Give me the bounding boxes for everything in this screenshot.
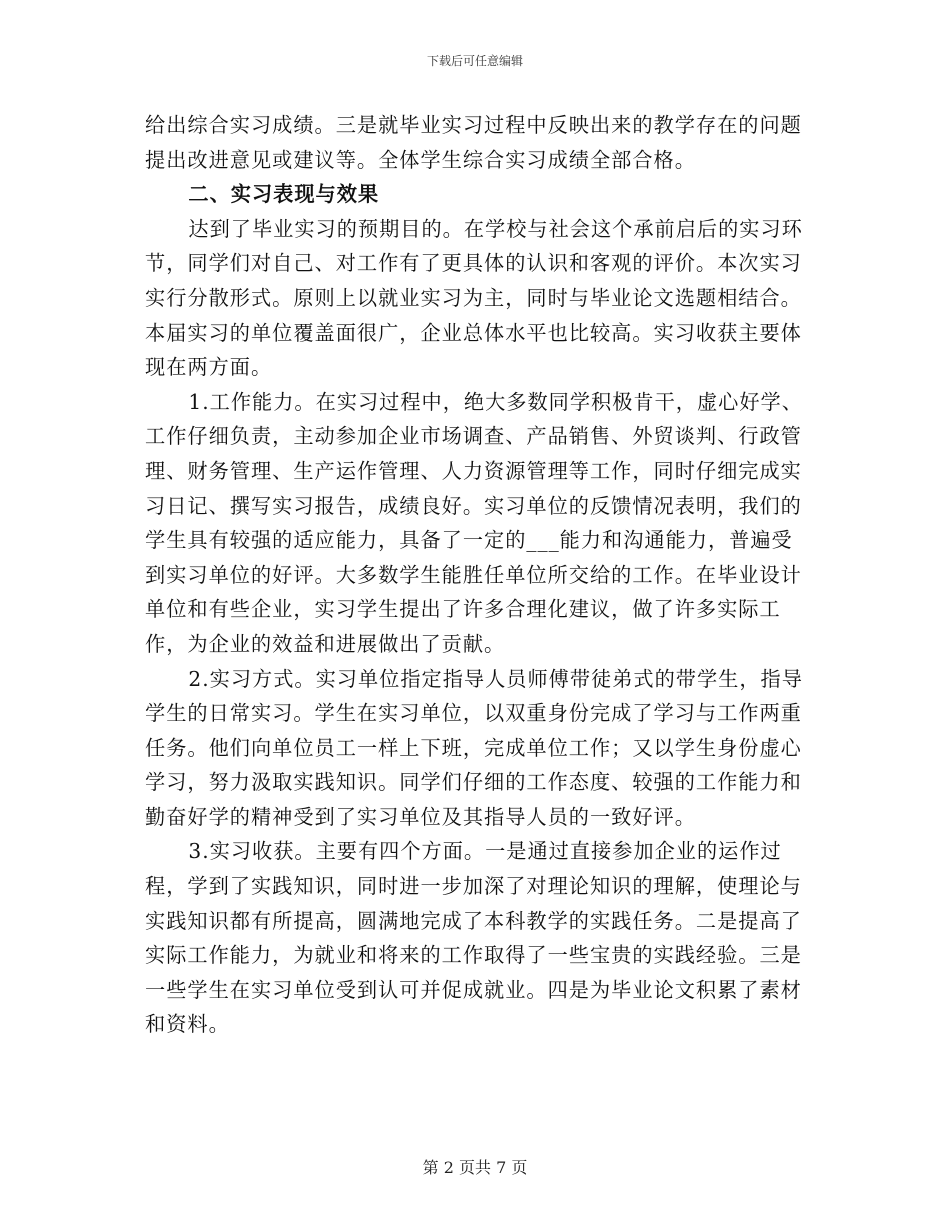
section-heading: 二、实习表现与效果 bbox=[188, 182, 380, 207]
document-body bbox=[145, 108, 810, 1042]
paragraph-internship-gains: 3.实习收获。主要有四个方面。一是通过直接参加企业的运作过程，学到了实践知识，同时进一步加深了对理论知识的理解，使理论与实践知识都有所提高，圆满地完成了本科教学的实践任务。二是提高了实际工作能力，为就业和将来的工作取得了一些宝贵的实践经验。三是一些学生在实习单位受到认可并促成就业。四是为毕业论文积累了素材和资料。 bbox=[145, 839, 802, 1037]
paragraph-internship-method: 2.实习方式。实习单位指定指导人员师傅带徒弟式的带学生，指导学生的日常实习。学生在实习单位，以双重身份完成了学习与工作两重任务。他们向单位员工一样上下班，完成单位工作；又以学生身份虚心学习，努力汲取实践知识。同学们仔细的工作态度、较强的工作能力和勤奋好学的精神受到了实习单位及其指导人员的一致好评。 bbox=[145, 666, 803, 829]
paragraph-work-ability: 1.工作能力。在实习过程中，绝大多数同学积极肯干，虚心好学、工作仔细负责，主动参加企业市场调查、产品销售、外贸谈判、行政管理、财务管理、生产运作管理、人力资源管理等工作，同时仔细完成实习日记、撰写实习报告，成绩良好。实习单位的反馈情况表明，我们的学生具有较强的适应能力，具备了一定的___能力和沟通能力，普遍受到实习单位的好评。大多数学生能胜任单位所交给的工作。在毕业设计单位和有些企业，实习学生提出了许多合理化建议，做了许多实际工作，为企业的效益和进展做出了贡献。 bbox=[145, 389, 803, 656]
paragraph-continuation: 给出综合实习成绩。三是就毕业实习过程中反映出来的教学存在的问题提出改进意见或建议等。全体学生综合实习成绩全部合格。 bbox=[145, 113, 802, 172]
paragraph-intro: 达到了毕业实习的预期目的。在学校与社会这个承前启后的实习环节，同学们对自己、对工作有了更具体的认识和客观的评价。本次实习实行分散形式。原则上以就业实习为主，同时与毕业论文选题相结合。本届实习的单位覆盖面很广，企业总体水平也比较高。实习收获主要体现在两方面。 bbox=[145, 216, 803, 380]
page-header bbox=[0, 52, 950, 69]
page-footer bbox=[0, 1155, 950, 1178]
page-number: 第 2 页共 7 页 bbox=[422, 1158, 528, 1177]
header-text: 下载后可任意编辑 bbox=[426, 54, 523, 68]
